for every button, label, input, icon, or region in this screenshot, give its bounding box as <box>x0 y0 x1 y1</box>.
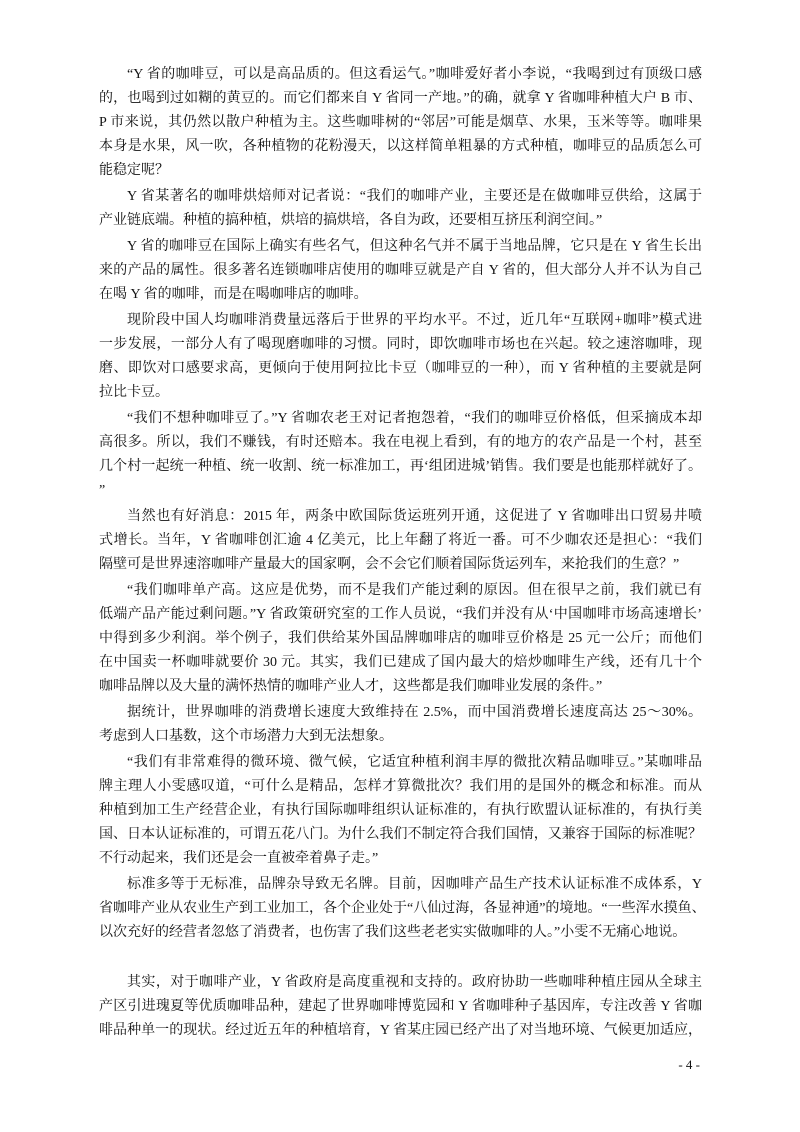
text-line: 中得到多少利润。举个例子，我们供给某外国品牌咖啡店的咖啡豆价格是 25 元一公斤；而他们 <box>99 631 702 646</box>
text-line: 拉比卡豆。 <box>99 385 169 400</box>
text-line: 低端产品产能过剩问题。”Y 省政策研究室的工作人员说，“我们并没有从‘中国咖啡市场高速增长’ <box>99 607 702 622</box>
text-line: 咖啡品牌以及大量的满怀热情的咖啡产业人才，这些都是我们咖啡业发展的条件。” <box>99 679 603 694</box>
text-line: 其实，对于咖啡产业，Y 省政府是高度重视和支持的。政府协助一些咖啡种植庄园从全球主 <box>127 975 702 990</box>
text-line: P 市来说，其仍然以散户种植为主。这些咖啡树的“邻居”可能是烟草、水果，玉米等等。咖啡果 <box>99 115 702 130</box>
paragraph <box>99 235 702 307</box>
text-line: 现阶段中国人均咖啡消费量远落后于世界的平均水平。不过，近几年“互联网+咖啡”模式进 <box>127 313 702 328</box>
text-line: “Y 省的咖啡豆，可以是高品质的。但这看运气。”咖啡爱好者小李说，“我喝到过有顶级口感 <box>127 67 702 82</box>
paragraph <box>99 873 706 945</box>
text-line: 本身是水果，风一吹，各种植物的花粉漫天，以这样简单粗暴的方式种植，咖啡豆的品质怎么可 <box>99 139 702 154</box>
page-number: - 4 - <box>678 1057 700 1072</box>
text-line: 几个村一起统一种植、统一收割、统一标准加工，再‘组团进城’销售。我们要是也能那样就好了。 <box>99 459 702 474</box>
article-body <box>99 63 706 1043</box>
text-line: 式增长。当年，Y 省咖啡创汇逾 4 亿美元，比上年翻了将近一番。可不少咖农还是担心：“我们 <box>99 533 702 548</box>
paragraph <box>99 63 702 183</box>
paragraph <box>99 579 702 699</box>
text-line: Y 省某著名的咖啡烘焙师对记者说：“我们的咖啡产业，主要还是在做咖啡豆供给，这属于 <box>127 189 702 204</box>
paragraph <box>99 309 702 405</box>
text-line: 的，也喝到过如糊的黄豆的。而它们都来自 Y 省同一产地。”的确，就拿 Y 省咖啡种植大户 B 市、 <box>99 91 702 106</box>
paragraph <box>99 751 702 871</box>
text-line: 产业链底端。种植的搞种植，烘培的搞烘培，各自为政，还要相互挤压利润空间。” <box>99 213 603 228</box>
text-line: 一步发展，一部分人有了喝现磨咖啡的习惯。同时，即饮咖啡市场也在兴起。较之速溶咖啡，现 <box>99 337 702 352</box>
text-line: 来的产品的属性。很多著名连锁咖啡店使用的咖啡豆就是产自 Y 省的，但大部分人并不认为自己 <box>99 263 702 278</box>
text-line: 国、日本认证标准的，可谓五花八门。为什么我们不制定符合我们国情，又兼容于国际的标准呢？ <box>99 827 702 842</box>
text-line: “我们咖啡单产高。这应是优势，而不是我们产能过剩的原因。但在很早之前，我们就已有 <box>127 583 702 598</box>
text-line: Y 省的咖啡豆在国际上确实有些名气，但这种名气并不属于当地品牌，它只是在 Y 省生长出 <box>127 239 702 254</box>
text-line: 以次充好的经营者忽悠了消费者，也伤害了我们这些老老实实做咖啡的人。”小雯不无痛心地说。 <box>99 925 687 940</box>
text-line: 标准多等于无标准，品牌杂导致无名牌。目前，因咖啡产品生产技术认证标准不成体系，Y <box>127 877 702 892</box>
text-line: 磨、即饮对口感要求高，更倾向于使用阿拉比卡豆（咖啡豆的一种），而 Y 省种植的主要就是阿 <box>99 361 702 376</box>
text-line: 产区引进瑰夏等优质咖啡品种，建起了世界咖啡博览园和 Y 省咖啡种子基因库，专注改善 Y 省咖 <box>99 999 702 1014</box>
paragraph <box>99 185 702 233</box>
paragraph <box>99 701 702 749</box>
text-line: 省咖啡产业从农业生产到工业加工，各个企业处于“八仙过海，各显神通”的境地。“一些浑水摸鱼、 <box>99 901 706 916</box>
paragraph <box>99 407 702 503</box>
paragraph <box>99 971 702 1043</box>
text-line: 在中国卖一杯咖啡就要价 30 元。其实，我们已建成了国内最大的焙炒咖啡生产线，还有几十个 <box>99 655 702 670</box>
text-line: 在喝 Y 省的咖啡，而是在喝咖啡店的咖啡。 <box>99 287 368 302</box>
text-line: “我们不想种咖啡豆了。”Y 省咖农老王对记者抱怨着，“我们的咖啡豆价格低，但采摘成本却 <box>127 411 702 426</box>
text-line: 不行动起来，我们还是会一直被牵着鼻子走。” <box>99 851 379 866</box>
text-line: 据统计，世界咖啡的消费增长速度大致维持在 2.5%，而中国消费增长速度高达 25～30%。 <box>127 705 702 720</box>
text-line: “我们有非常难得的微环境、微气候，它适宜种植利润丰厚的微批次精品咖啡豆。”某咖啡品 <box>127 755 702 770</box>
text-line: 牌主理人小雯感叹道，“可什么是精品，怎样才算微批次？我们用的是国外的概念和标准。而从 <box>99 779 702 794</box>
text-line: 高很多。所以，我们不赚钱，有时还赔本。我在电视上看到，有的地方的农产品是一个村，甚至 <box>99 435 702 450</box>
text-line: 种植到加工生产经营企业，有执行国际咖啡组织认证标准的，有执行欧盟认证标准的，有执行美 <box>99 803 702 818</box>
paragraph <box>99 505 702 577</box>
text-line: 隔壁可是世界速溶咖啡产量最大的国家啊，会不会它们顺着国际货运列车，来抢我们的生意？” <box>99 557 680 572</box>
text-line: 考虑到人口基数，这个市场潜力大到无法想象。 <box>99 729 393 744</box>
text-line: ” <box>99 483 106 498</box>
text-line: 啡品种单一的现状。经过近五年的种植培育，Y 省某庄园已经产出了对当地环境、气候更加适应， <box>99 1023 702 1038</box>
text-line: 当然也有好消息：2015 年，两条中欧国际货运班列开通，这促进了 Y 省咖啡出口贸易井喷 <box>127 509 702 524</box>
text-line: 能稳定呢？ <box>99 163 169 178</box>
